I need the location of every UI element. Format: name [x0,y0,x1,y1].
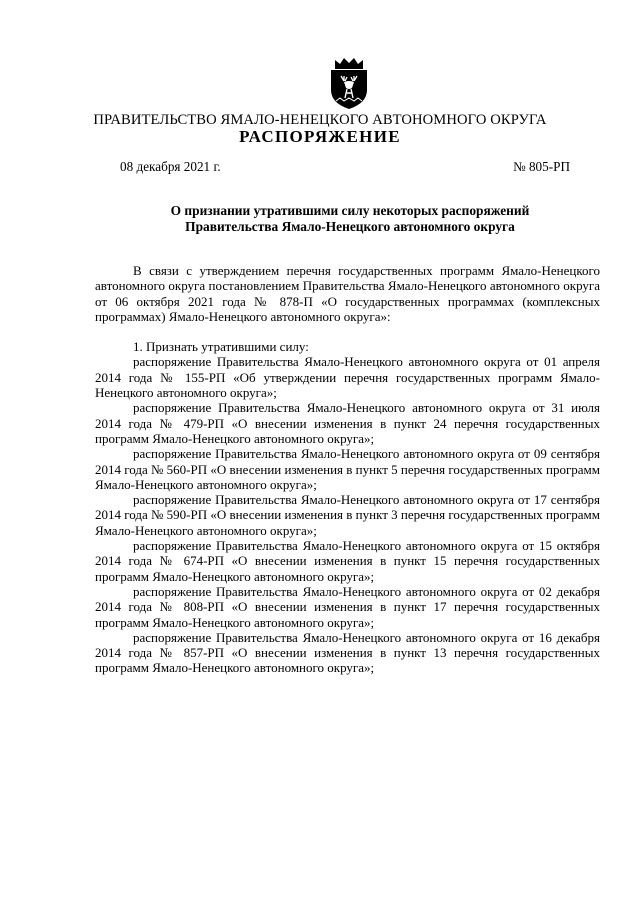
document-body [95,263,600,676]
government-name: ПРАВИТЕЛЬСТВО ЯМАЛО-НЕНЕЦКОГО АВТОНОМНОГО ОКРУГА [93,112,547,128]
preamble-paragraph: В связи с утверждением перечня государственных программ Ямало-Ненецкого автономного округа постановлением Правительства Ямало-Ненецкого автономного округа от 06 октября 2021 года № 878-П «О государственных программах (комплексных программах) Ямало-Ненецкого автономного округа»: [95,263,600,324]
document-title-line-1: О признании утратившими силу некоторых распоряжений [170,203,530,218]
document-date: 08 декабря 2021 г. [120,159,221,174]
list-item: распоряжение Правительства Ямало-Ненецкого автономного округа от 15 октября 2014 года № 674-РП «О внесении изменения в пункт 15 перечня государственных программ Ямало-Ненецкого автономного округа»; [95,538,600,584]
document-type: РАСПОРЯЖЕНИЕ [239,127,401,146]
document-title [60,203,640,234]
document-title-line-2: Правительства Ямало-Ненецкого автономного округа [185,218,515,234]
item-1-heading: 1. Признать утратившими силу: [133,339,309,355]
list-item: распоряжение Правительства Ямало-Ненецкого автономного округа от 02 декабря 2014 года № 808-РП «О внесении изменения в пункт 17 перечня государственных программ Ямало-Ненецкого автономного округа»; [95,583,600,630]
list-item: распоряжение Правительства Ямало-Ненецкого автономного округа от 31 июля 2014 года № 479-РП «О внесении изменения в пункт 24 перечня государственных программ Ямало-Ненецкого автономного округа»; [95,400,600,446]
list-item: распоряжение Правительства Ямало-Ненецкого автономного округа от 09 сентября 2014 года № 560-РП «О внесении изменения в пункт 5 перечня государственных программ Ямало-Ненецкого автономного округа»; [95,446,601,492]
list-item: распоряжение Правительства Ямало-Ненецкого автономного округа от 01 апреля 2014 года № 155-РП «Об утверждении перечня государственных программ Ямало-Ненецкого автономного округа»; [95,354,600,401]
document-number: № 805-РП [513,159,570,174]
yamal-coat-of-arms-icon [327,57,371,110]
list-item: распоряжение Правительства Ямало-Ненецкого автономного округа от 16 декабря 2014 года № 857-РП «О внесении изменения в пункт 13 перечня государственных программ Ямало-Ненецкого автономного округа»; [95,629,600,676]
list-item: распоряжение Правительства Ямало-Ненецкого автономного округа от 17 сентября 2014 года № 590-РП «О внесении изменения в пункт 3 перечня государственных программ Ямало-Ненецкого автономного округа»; [95,492,601,538]
